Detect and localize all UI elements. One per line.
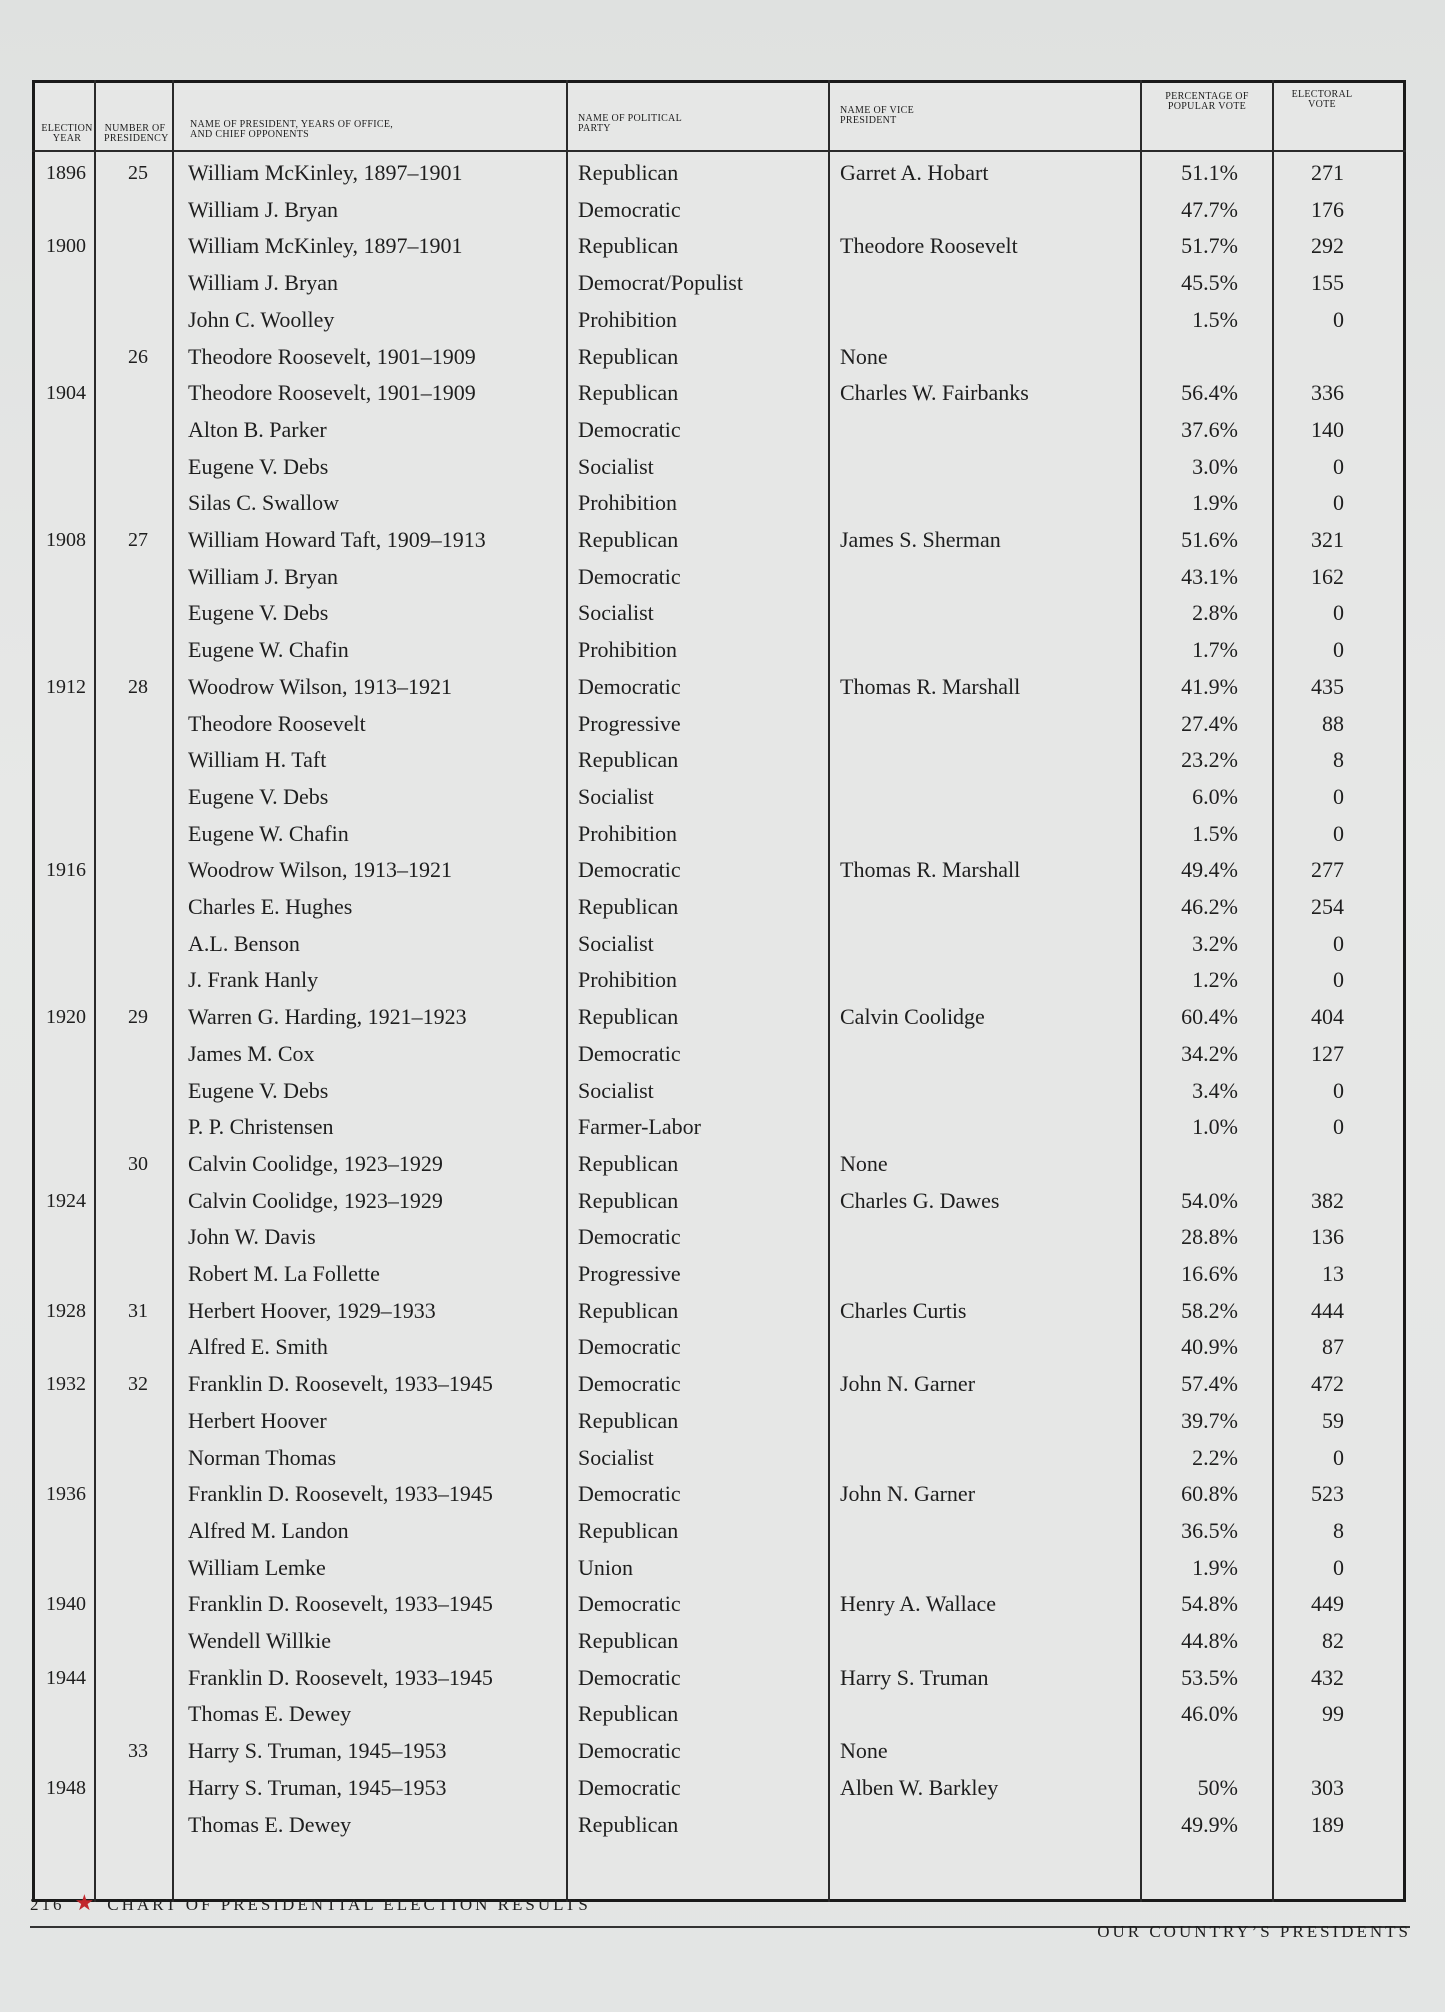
cell-party: Democratic <box>578 1224 681 1249</box>
cell-pct: 1.9% <box>1192 1555 1238 1580</box>
header-election-year: ELECTION YEAR <box>41 123 93 144</box>
cell-pct: 47.7% <box>1181 197 1238 222</box>
cell-name: William McKinley, 1897–1901 <box>188 233 463 258</box>
cell-num: 31 <box>128 1300 148 1322</box>
cell-party: Republican <box>578 160 679 185</box>
cell-pct: 45.5% <box>1181 270 1238 295</box>
cell-ev: 155 <box>1311 270 1344 295</box>
cell-pct: 60.4% <box>1181 1004 1238 1029</box>
cell-num: 26 <box>128 346 148 368</box>
cell-name: William J. Bryan <box>188 197 339 222</box>
cell-pct: 46.2% <box>1181 894 1238 919</box>
cell-ev: 127 <box>1311 1041 1344 1066</box>
cell-pct: 49.9% <box>1181 1812 1238 1837</box>
cell-party: Democratic <box>578 1334 681 1359</box>
cell-vp: James S. Sherman <box>840 527 1001 552</box>
cell-name: William Howard Taft, 1909–1913 <box>188 527 486 552</box>
cell-num: 27 <box>128 529 148 551</box>
cell-ev: 449 <box>1311 1591 1344 1616</box>
cell-num: 28 <box>128 676 148 698</box>
cell-party: Democratic <box>578 674 681 699</box>
book-title: OUR COUNTRY’S PRESIDENTS <box>1097 1922 1411 1941</box>
cell-name: Theodore Roosevelt <box>188 711 366 736</box>
cell-year: 1936 <box>46 1483 86 1505</box>
cell-pct: 36.5% <box>1181 1518 1238 1543</box>
cell-vp: None <box>840 1738 888 1763</box>
cell-ev: 136 <box>1311 1224 1344 1249</box>
cell-pct: 51.1% <box>1181 160 1238 185</box>
cell-party: Farmer-Labor <box>578 1114 701 1139</box>
cell-party: Prohibition <box>578 637 678 662</box>
cell-pct: 1.5% <box>1192 307 1238 332</box>
cell-pct: 39.7% <box>1181 1408 1238 1433</box>
cell-pct: 51.7% <box>1181 233 1238 258</box>
cell-party: Socialist <box>578 931 654 956</box>
cell-pct: 57.4% <box>1181 1371 1238 1396</box>
cell-vp: Thomas R. Marshall <box>840 674 1021 699</box>
cell-ev: 271 <box>1311 160 1344 185</box>
cell-party: Socialist <box>578 454 654 479</box>
cell-name: Franklin D. Roosevelt, 1933–1945 <box>188 1371 493 1396</box>
cell-party: Prohibition <box>578 821 678 846</box>
cell-pct: 28.8% <box>1181 1224 1238 1249</box>
cell-vp: Charles G. Dawes <box>840 1188 1000 1213</box>
cell-vp: Garret A. Hobart <box>840 160 989 185</box>
cell-ev: 59 <box>1322 1408 1344 1433</box>
star-icon: ★ <box>74 1890 98 1915</box>
cell-party: Socialist <box>578 1078 654 1103</box>
cell-name: Alfred E. Smith <box>188 1334 328 1359</box>
cell-name: Herbert Hoover <box>188 1408 327 1433</box>
cell-pct: 43.1% <box>1181 564 1238 589</box>
cell-vp: John N. Garner <box>840 1371 976 1396</box>
cell-pct: 56.4% <box>1181 380 1238 405</box>
cell-year: 1912 <box>46 676 86 698</box>
cell-party: Republican <box>578 233 679 258</box>
cell-name: P. P. Christensen <box>188 1114 334 1139</box>
cell-ev: 8 <box>1333 1518 1344 1543</box>
cell-party: Democratic <box>578 1738 681 1763</box>
cell-name: Alton B. Parker <box>188 417 327 442</box>
cell-pct: 51.6% <box>1181 527 1238 552</box>
cell-vp: None <box>840 1151 888 1176</box>
cell-pct: 3.0% <box>1192 454 1238 479</box>
cell-num: 29 <box>128 1006 148 1028</box>
column-divider <box>1272 80 1274 1902</box>
cell-year: 1940 <box>46 1593 86 1615</box>
cell-year: 1932 <box>46 1373 86 1395</box>
cell-year: 1924 <box>46 1190 86 1212</box>
cell-name: Eugene V. Debs <box>188 784 329 809</box>
cell-name: Eugene W. Chafin <box>188 821 349 846</box>
cell-party: Republican <box>578 344 679 369</box>
cell-ev: 88 <box>1322 711 1344 736</box>
cell-ev: 176 <box>1311 197 1344 222</box>
cell-party: Socialist <box>578 784 654 809</box>
cell-ev: 254 <box>1311 894 1344 919</box>
cell-party: Democratic <box>578 417 681 442</box>
cell-pct: 37.6% <box>1181 417 1238 442</box>
cell-ev: 382 <box>1311 1188 1344 1213</box>
cell-vp: Alben W. Barkley <box>840 1775 999 1800</box>
cell-ev: 0 <box>1333 931 1344 956</box>
cell-party: Democratic <box>578 1041 681 1066</box>
cell-ev: 0 <box>1333 600 1344 625</box>
header-popular-vote: PERCENTAGE OF POPULAR VOTE <box>1165 91 1249 112</box>
cell-pct: 58.2% <box>1181 1298 1238 1323</box>
cell-ev: 0 <box>1333 821 1344 846</box>
cell-year: 1948 <box>46 1777 86 1799</box>
cell-vp: Henry A. Wallace <box>840 1591 997 1616</box>
page-number: 216 <box>30 1895 65 1914</box>
cell-party: Republican <box>578 1188 679 1213</box>
cell-pct: 1.9% <box>1192 490 1238 515</box>
cell-name: J. Frank Hanly <box>188 967 319 992</box>
column-divider <box>828 80 830 1902</box>
column-divider <box>566 80 568 1902</box>
cell-ev: 432 <box>1311 1665 1344 1690</box>
cell-vp: Harry S. Truman <box>840 1665 989 1690</box>
cell-name: Eugene W. Chafin <box>188 637 349 662</box>
cell-ev: 8 <box>1333 747 1344 772</box>
cell-ev: 303 <box>1311 1775 1344 1800</box>
cell-pct: 27.4% <box>1181 711 1238 736</box>
cell-vp: None <box>840 344 888 369</box>
cell-pct: 1.0% <box>1192 1114 1238 1139</box>
cell-name: Eugene V. Debs <box>188 454 329 479</box>
cell-pct: 41.9% <box>1181 674 1238 699</box>
cell-name: Robert M. La Follette <box>188 1261 380 1286</box>
cell-year: 1904 <box>46 382 86 404</box>
cell-year: 1928 <box>46 1300 86 1322</box>
cell-year: 1908 <box>46 529 86 551</box>
cell-pct: 1.2% <box>1192 967 1238 992</box>
cell-name: John C. Woolley <box>188 307 335 332</box>
cell-pct: 50% <box>1197 1775 1238 1800</box>
cell-party: Socialist <box>578 1445 654 1470</box>
cell-party: Republican <box>578 1628 679 1653</box>
cell-ev: 0 <box>1333 307 1344 332</box>
cell-vp: Calvin Coolidge <box>840 1004 985 1029</box>
cell-name: Thomas E. Dewey <box>188 1812 352 1837</box>
header-vice-president: NAME OF VICE PRESIDENT <box>840 105 914 126</box>
cell-vp: Charles W. Fairbanks <box>840 380 1029 405</box>
chapter-title: CHART OF PRESIDENTIAL ELECTION RESULTS <box>107 1895 591 1914</box>
cell-ev: 99 <box>1322 1701 1344 1726</box>
cell-pct: 23.2% <box>1181 747 1238 772</box>
cell-name: Franklin D. Roosevelt, 1933–1945 <box>188 1591 493 1616</box>
column-divider <box>1140 80 1142 1902</box>
cell-party: Democratic <box>578 1371 681 1396</box>
cell-party: Republican <box>578 1812 679 1837</box>
cell-party: Democratic <box>578 1775 681 1800</box>
cell-num: 25 <box>128 162 148 184</box>
cell-ev: 140 <box>1311 417 1344 442</box>
cell-party: Republican <box>578 894 679 919</box>
cell-name: Franklin D. Roosevelt, 1933–1945 <box>188 1665 493 1690</box>
cell-name: Silas C. Swallow <box>188 490 339 515</box>
cell-pct: 60.8% <box>1181 1481 1238 1506</box>
cell-num: 30 <box>128 1153 148 1175</box>
cell-name: Charles E. Hughes <box>188 894 353 919</box>
cell-party: Democratic <box>578 1481 681 1506</box>
cell-ev: 0 <box>1333 1555 1344 1580</box>
cell-pct: 1.7% <box>1192 637 1238 662</box>
cell-ev: 0 <box>1333 1114 1344 1139</box>
cell-pct: 54.0% <box>1181 1188 1238 1213</box>
cell-name: Warren G. Harding, 1921–1923 <box>188 1004 467 1029</box>
cell-num: 32 <box>128 1373 148 1395</box>
cell-party: Democratic <box>578 564 681 589</box>
cell-name: James M. Cox <box>188 1041 315 1066</box>
cell-name: William McKinley, 1897–1901 <box>188 160 463 185</box>
cell-party: Republican <box>578 1004 679 1029</box>
column-divider <box>94 80 96 1902</box>
cell-ev: 0 <box>1333 1445 1344 1470</box>
cell-vp: Theodore Roosevelt <box>840 233 1018 258</box>
cell-pct: 54.8% <box>1181 1591 1238 1616</box>
cell-ev: 292 <box>1311 233 1344 258</box>
cell-pct: 3.2% <box>1192 931 1238 956</box>
cell-name: William H. Taft <box>188 747 327 772</box>
cell-pct: 46.0% <box>1181 1701 1238 1726</box>
cell-name: William J. Bryan <box>188 564 339 589</box>
cell-name: A.L. Benson <box>188 931 300 956</box>
cell-party: Republican <box>578 527 679 552</box>
cell-name: Eugene V. Debs <box>188 1078 329 1103</box>
cell-party: Democratic <box>578 197 681 222</box>
cell-name: Thomas E. Dewey <box>188 1701 352 1726</box>
cell-name: Harry S. Truman, 1945–1953 <box>188 1738 447 1763</box>
cell-pct: 44.8% <box>1181 1628 1238 1653</box>
cell-pct: 1.5% <box>1192 821 1238 846</box>
cell-party: Democratic <box>578 857 681 882</box>
cell-party: Republican <box>578 1518 679 1543</box>
cell-pct: 6.0% <box>1192 784 1238 809</box>
cell-ev: 523 <box>1311 1481 1344 1506</box>
cell-name: John W. Davis <box>188 1224 316 1249</box>
cell-pct: 40.9% <box>1181 1334 1238 1359</box>
cell-year: 1944 <box>46 1667 86 1689</box>
cell-vp: Charles Curtis <box>840 1298 967 1323</box>
cell-name: Harry S. Truman, 1945–1953 <box>188 1775 447 1800</box>
cell-year: 1900 <box>46 235 86 257</box>
cell-party: Democrat/Populist <box>578 270 743 295</box>
header-president-name: NAME OF PRESIDENT, YEARS OF OFFICE, AND CHIEF OPPONENTS <box>190 119 394 140</box>
cell-pct: 53.5% <box>1181 1665 1238 1690</box>
cell-num: 33 <box>128 1740 148 1762</box>
cell-party: Prohibition <box>578 490 678 515</box>
cell-year: 1916 <box>46 859 86 881</box>
cell-name: Woodrow Wilson, 1913–1921 <box>188 674 452 699</box>
cell-name: Calvin Coolidge, 1923–1929 <box>188 1188 443 1213</box>
cell-year: 1896 <box>46 162 86 184</box>
cell-name: Franklin D. Roosevelt, 1933–1945 <box>188 1481 493 1506</box>
cell-party: Republican <box>578 1701 679 1726</box>
cell-ev: 472 <box>1311 1371 1344 1396</box>
cell-name: Norman Thomas <box>188 1445 337 1470</box>
cell-ev: 404 <box>1311 1004 1344 1029</box>
cell-pct: 3.4% <box>1192 1078 1238 1103</box>
cell-year: 1920 <box>46 1006 86 1028</box>
cell-party: Union <box>578 1555 633 1580</box>
cell-ev: 435 <box>1311 674 1344 699</box>
cell-name: Calvin Coolidge, 1923–1929 <box>188 1151 443 1176</box>
cell-ev: 0 <box>1333 784 1344 809</box>
cell-party: Republican <box>578 1151 679 1176</box>
cell-party: Democratic <box>578 1665 681 1690</box>
cell-party: Republican <box>578 747 679 772</box>
cell-ev: 0 <box>1333 490 1344 515</box>
cell-pct: 34.2% <box>1181 1041 1238 1066</box>
header-electoral-vote: ELECTORAL VOTE <box>1291 89 1353 110</box>
cell-pct: 49.4% <box>1181 857 1238 882</box>
cell-ev: 0 <box>1333 637 1344 662</box>
cell-ev: 189 <box>1311 1812 1344 1837</box>
cell-name: Herbert Hoover, 1929–1933 <box>188 1298 436 1323</box>
cell-name: Woodrow Wilson, 1913–1921 <box>188 857 452 882</box>
cell-pct: 16.6% <box>1181 1261 1238 1286</box>
cell-vp: John N. Garner <box>840 1481 976 1506</box>
cell-ev: 444 <box>1311 1298 1344 1323</box>
cell-name: Wendell Willkie <box>188 1628 331 1653</box>
column-divider <box>172 80 174 1902</box>
cell-party: Republican <box>578 1408 679 1433</box>
cell-ev: 321 <box>1311 527 1344 552</box>
cell-name: Eugene V. Debs <box>188 600 329 625</box>
cell-pct: 2.8% <box>1192 600 1238 625</box>
cell-party: Progressive <box>578 1261 681 1286</box>
cell-ev: 0 <box>1333 967 1344 992</box>
cell-ev: 0 <box>1333 1078 1344 1103</box>
header-number-of-presidency: NUMBER OF PRESIDENCY <box>104 123 169 144</box>
cell-vp: Thomas R. Marshall <box>840 857 1021 882</box>
cell-name: Theodore Roosevelt, 1901–1909 <box>188 380 476 405</box>
cell-name: William Lemke <box>188 1555 326 1580</box>
header-political-party: NAME OF POLITICAL PARTY <box>578 113 682 134</box>
cell-party: Prohibition <box>578 307 678 332</box>
cell-party: Prohibition <box>578 967 678 992</box>
cell-party: Republican <box>578 1298 679 1323</box>
cell-pct: 2.2% <box>1192 1445 1238 1470</box>
page-footer-left <box>30 1890 591 1916</box>
cell-ev: 0 <box>1333 454 1344 479</box>
cell-party: Progressive <box>578 711 681 736</box>
cell-party: Socialist <box>578 600 654 625</box>
cell-party: Republican <box>578 380 679 405</box>
cell-name: Theodore Roosevelt, 1901–1909 <box>188 344 476 369</box>
cell-name: Alfred M. Landon <box>188 1518 349 1543</box>
cell-name: William J. Bryan <box>188 270 339 295</box>
cell-ev: 162 <box>1311 564 1344 589</box>
cell-ev: 82 <box>1322 1628 1344 1653</box>
cell-ev: 87 <box>1322 1334 1344 1359</box>
cell-ev: 336 <box>1311 380 1344 405</box>
header-divider <box>32 150 1406 152</box>
cell-ev: 13 <box>1322 1261 1344 1286</box>
cell-party: Democratic <box>578 1591 681 1616</box>
cell-ev: 277 <box>1311 857 1344 882</box>
